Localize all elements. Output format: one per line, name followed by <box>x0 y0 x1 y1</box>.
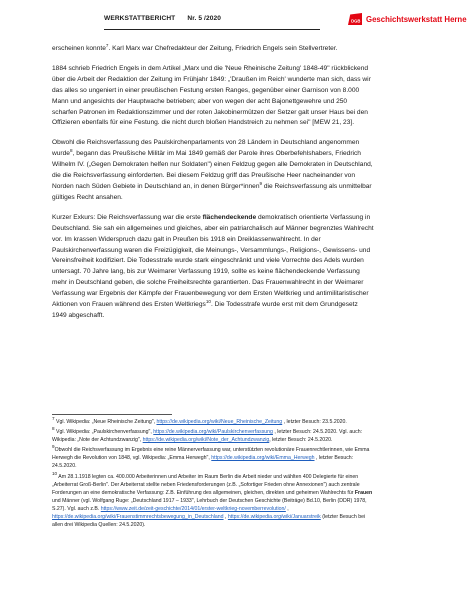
paragraph-4 <box>52 213 374 322</box>
footnote-10-sep-1: , <box>285 505 289 512</box>
footnote-8-text-b: , letzter Besuch: 24.5.2020. Vgl. auch: Wikipedia: „Note der Achtundzwanzig", <box>52 429 363 444</box>
footnote-ref-7[interactable]: 7 <box>105 43 109 48</box>
footnote-8-number: 8 <box>52 426 55 432</box>
footnote-9-number: 9 <box>52 444 55 450</box>
paragraph-1 <box>52 44 374 55</box>
footnote-8-link-1[interactable]: https://de.wikipedia.org/wiki/Paulskirchenverfassung <box>153 429 273 436</box>
footnote-10-sep-2: , <box>223 514 228 521</box>
article-body <box>52 44 374 331</box>
header-issue: Nr. 5 /2020 <box>187 15 222 22</box>
footnote-10-text-b: und Männer (vgl. Wolfgang Ruge: „Deutschland 1917 – 1933", Lehrbuch der Deutschen Geschichte (Beiträge) Bd.10, Berlin (DDR) 1978, S.27). Vgl. auch z.B. <box>52 497 367 512</box>
p4-text-b: demokratisch orientierte Verfassung in Deutschland. Sie sah ein allgemeines und gleiches, aber ein patriarchalisch auf Männer begrenztes Wahlrecht vor. Im krassen Widerspruch dazu galt in Preußen bis 1918 ein Dreiklassenwahlrecht. In der Paulskirchenverfassung waren die Freizügigkeit, die Meinungs-, Versammlungs-, Religions-, Gewissens- und Vereinsfreiheit kodifiziert. Die Todesstrafe wurde stark eingeschränkt und viele Vorrechte des Adels wurden untersagt. 70 Jahre lang, bis zur Weimarer Verfassung 1919, sollte es keine flächendeckende Verfassung mehr in Deutschland geben, die solche Freiheitsrechte garantierten. Das Frauenwahlrecht in der Weimarer Verfassung war Ergebnis der Kämpfe der Frauenbewegung vor dem Ersten Weltkrieg und antimilitaristischer Aktionen von Frauen während des Ersten Weltkriegs <box>52 213 374 309</box>
footnote-7-text-b: , letzter Besuch: 23.5.2020. <box>282 419 347 425</box>
footnote-9-link[interactable]: https://de.wikipedia.org/wiki/Emma_Herwegh <box>211 455 315 462</box>
footnote-7 <box>52 418 376 426</box>
header-org-title: Geschichtswerkstatt Herne <box>366 14 467 24</box>
footnote-8-text-a: Vgl. Wikipedia: „Paulskirchenverfassung", <box>54 429 154 436</box>
footnote-7-number: 7 <box>52 416 55 421</box>
footnote-10-text-c: (letzter Besuch bei allen drei Wikipedia Quellen: 24.5.2020). <box>52 514 366 529</box>
footnote-8 <box>52 428 376 444</box>
footnote-separator <box>52 414 172 415</box>
svg-text:DGB: DGB <box>351 18 361 24</box>
footnotes <box>52 418 376 531</box>
footnote-9-text-a: Obwohl die Reichsverfassung im Ergebnis eine reine Männerverfassung war, unterstützten revolutionäre Frauenrechtlerinnen, wie Emma Herwegh die Revolution von 1848, vgl. Wikipedia: „Emma Herwegh", <box>52 447 370 462</box>
footnote-7-link[interactable]: https://de.wikipedia.org/wiki/Neue_Rheinische_Zeitung <box>156 419 283 425</box>
footnote-10-link-3[interactable]: https://de.wikipedia.org/wiki/Januarstreik <box>227 514 321 521</box>
p3-text-b: , begann das Preußische Militär im Mai 1849 gemäß der Parole ihres Oberbefehlshabers, Friedrich Wilhelm IV. („Gegen Demokraten helfen nur Soldaten") einen Feldzug gegen alle Demokraten in Deutschland, die die Reichsverfassung einforderten. Bei diesem Feldzug griff das Preußische Heer nacheinander von Norden nach Süden Gebiete in Deutschland an, in denen Bürger*innen <box>52 150 373 190</box>
footnote-8-text-c: , letzter Besuch: 24.5.2020. <box>269 437 333 444</box>
footnote-10-number: 10 <box>52 470 58 476</box>
p4-text-a: Kurzer Exkurs: Die Reichsverfassung war die erste <box>52 213 203 221</box>
footnote-10-link-2[interactable]: https://de.wikipedia.org/wiki/Frauenstimmrechtsbewegung_in_Deutschland <box>52 514 224 521</box>
footnote-10-link-1[interactable]: https://www.zeit.de/zeit-geschichte/2014/01/erster-weltkrieg-novemberrevolution/ <box>100 505 286 512</box>
p3-text-c: die Reichsverfassung als unmittelbar gültiges Recht ansahen. <box>52 182 372 201</box>
p4-bold-word: flächendeckende <box>202 213 257 221</box>
footnote-7-text-a: Vgl. Wikipedia: „Neue Rheinische Zeitung", <box>54 419 157 425</box>
footnote-9-text-b: , letzter Besuch: 24.5.2020. <box>52 455 354 470</box>
footnote-8-link-2[interactable]: https://de.wikipedia.org/wiki/Note_der_Achtundzwanzig <box>142 437 270 444</box>
footnote-10 <box>52 470 376 530</box>
page-header <box>52 0 467 36</box>
paragraph-3 <box>52 138 374 203</box>
header-rule <box>104 29 320 30</box>
paragraph-2: 1884 schrieb Friedrich Engels in dem Artikel „Marx und die 'Neue Rheinische Zeitung' 1848-49" rückblickend über die Arbeit der Redaktion der Zeitung im Frühjahr 1849: „'Draußen im Reich' wunderte man sich, dass wir das alles so ungeniert in einer preußischen Festung ersten Ranges, gegenüber einer Garnison von 8.000 Mann und angesichts der Hauptwache betrieben; aber von wegen der acht Bajonettgewehre und 250 scharfen Patronen im Redaktionszimmer und der roten Jakobinermützen der Setzer galt unser Haus bei den Offizieren ebenfalls für eine Festung. die nicht durch bloßen Handstreich zu nehmen sei" [MEW 21, 23]. <box>52 64 371 127</box>
footnote-10-text-a: Am 28.1.1918 legten ca. 400.000 Arbeiterinnen und Arbeiter im Raum Berlin die Arbeit nieder und wählten 400 Delegierte für einen „Arbeiterrat Groß-Berlin". Der Arbeiterrat stellte neben Friedensforderungen (z.B. „Sofortiger Frieden ohne Annexionen") auch zentrale Forderungen an eine demokratische Verfassung: Z.B. Einführung des allgemeinen, gleichen, direkten und geheimen Wahlrechts für <box>52 473 360 496</box>
p3-text-a: Obwohl die Reichsverfassung des Paulskirchenparlaments von 28 Ländern in Deutschland angenommen wurde <box>52 139 360 158</box>
header-left <box>104 15 221 22</box>
p1-text-a: erscheinen konnte <box>52 45 106 52</box>
footnote-ref-10[interactable]: 10 <box>205 299 211 305</box>
header-right <box>348 13 467 25</box>
footnote-10-bold-word: Frauen <box>354 489 373 496</box>
p1-text-b: . Karl Marx war Chefredakteur der Zeitung, Friedrich Engels sein Stellvertreter. <box>108 45 338 52</box>
dgb-logo-icon <box>348 13 362 25</box>
footnote-ref-8[interactable]: 8 <box>69 148 73 154</box>
footnote-ref-9[interactable]: 9 <box>259 180 263 186</box>
header-label: WERKSTATTBERICHT <box>104 15 176 22</box>
footnote-9 <box>52 446 376 470</box>
p4-text-c: . Die Todesstrafe wurde erst mit dem Grundgesetz 1949 abgeschafft. <box>52 301 358 319</box>
